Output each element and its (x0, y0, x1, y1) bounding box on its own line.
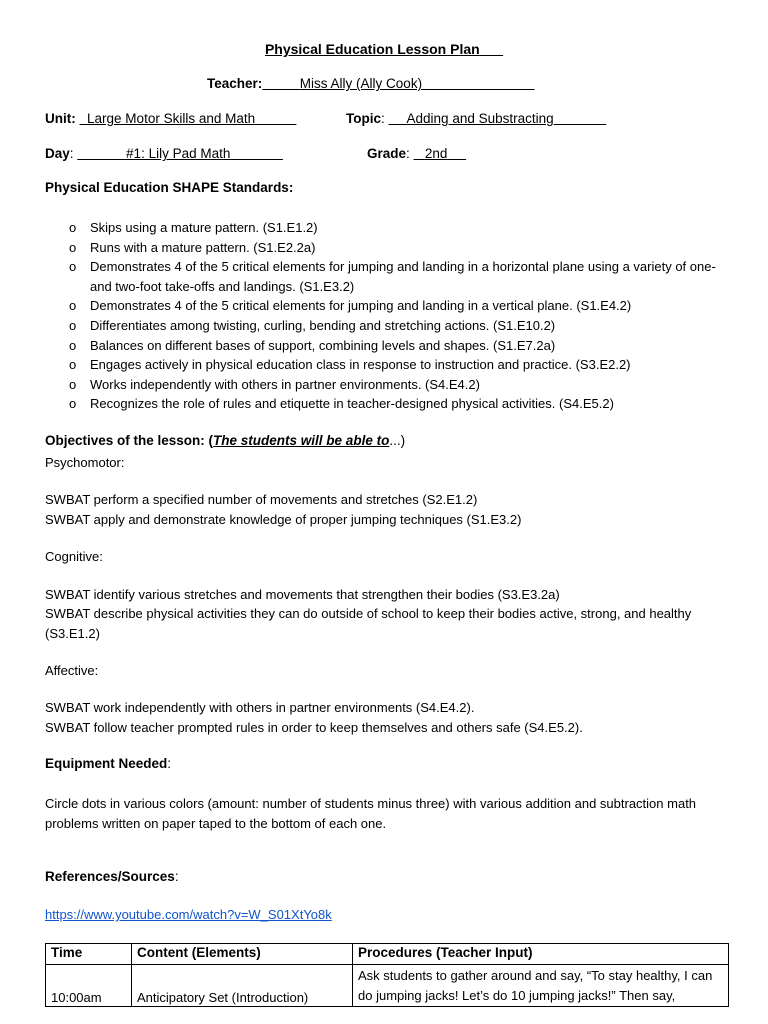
bullet-icon: o (69, 259, 77, 275)
affective-label: Affective: (45, 663, 99, 678)
unit-line: Unit: Large Motor Skills and Math (45, 111, 256, 126)
affective-objective: SWBAT follow teacher prompted rules in order to keep themselves and others safe (S4.E5.2). (45, 720, 583, 735)
topic-line: Topic: Adding and Substracting (346, 111, 554, 126)
bullet-icon: o (69, 337, 77, 353)
cell-time: 10:00am (46, 965, 132, 1007)
bullet-icon: o (69, 317, 77, 333)
references-link-line (45, 907, 332, 922)
list-item: o Runs with a mature pattern. (S1.E2.2a) (45, 238, 735, 258)
objectives-heading: Objectives of the lesson: (The students will be able to...) (45, 433, 406, 448)
cognitive-objective: SWBAT identify various stretches and movements that strengthen their bodies (S3.E3.2a) (45, 587, 560, 602)
teacher-label: Teacher: (207, 76, 263, 91)
bullet-icon: o (69, 376, 77, 392)
list-item: o Demonstrates 4 of the 5 critical elements for jumping and landing in a horizontal plane using a variety of one- and two-foot take-offs and landings. (S1.E3.2) (69, 259, 716, 294)
day-value: #1: Lily Pad Math (126, 146, 231, 161)
cell-procedure: Ask students to gather around and say, “To stay healthy, I can do jumping jacks! Let’s do 10 jumping jacks!” Then say, (353, 965, 729, 1007)
title-underline: ___ (479, 41, 504, 57)
teacher-line (207, 76, 535, 91)
list-item: o Works independently with others in partner environments. (S4.E4.2) (45, 375, 735, 395)
day-line: Day: #1: Lily Pad Math (45, 146, 231, 161)
bullet-icon: o (69, 239, 77, 255)
header-time: Time (46, 944, 132, 965)
teacher-value: Miss Ally (Ally Cook) (299, 76, 423, 91)
header-content: Content (Elements) (132, 944, 353, 965)
header-procedures: Procedures (Teacher Input) (353, 944, 729, 965)
cognitive-objective: SWBAT describe physical activities they can do outside of school to keep their bodies active, strong, and healthy (S3.E1.2) (45, 606, 692, 641)
lesson-plan-title: Physical Education Lesson Plan (264, 41, 480, 57)
list-item: o Balances on different bases of support, combining levels and shapes. (S1.E7.2a) (45, 336, 735, 356)
topic-label: Topic (346, 111, 381, 126)
list-item: o Differentiates among twisting, curling, bending and stretching actions. (S1.E10.2) (45, 316, 735, 336)
equipment-text: Circle dots in various colors (amount: number of students minus three) with various addition and subtraction math problems written on paper taped to the bottom of each one. (45, 796, 697, 831)
list-item: o Skips using a mature pattern. (S1.E1.2) (45, 218, 735, 238)
unit-label: Unit (45, 111, 72, 126)
topic-value: Adding and Substracting (406, 111, 554, 126)
list-item: o Recognizes the role of rules and etiquette in teacher-designed physical activities. (S4.E5.2) (45, 394, 735, 414)
bullet-icon: o (69, 298, 77, 314)
table-header-row (46, 944, 729, 965)
reference-link[interactable]: https://www.youtube.com/watch?v=W_S01XtYo8k (45, 907, 332, 922)
unit-value: Large Motor Skills and Math (87, 111, 256, 126)
list-item: o Demonstrates 4 of the 5 critical elements for jumping and landing in a vertical plane. (S1.E4.2) (45, 296, 735, 316)
procedures-table (45, 943, 729, 1007)
standards-heading: Physical Education SHAPE Standards: (45, 180, 294, 195)
grade-label: Grade (367, 146, 407, 161)
grade-value: 2nd (424, 146, 448, 161)
list-item: o Engages actively in physical education class in response to instruction and practice. (S3.E2.2) (45, 355, 735, 375)
grade-line: Grade: 2nd (367, 146, 448, 161)
affective-objective: SWBAT work independently with others in partner environments (S4.E4.2). (45, 700, 475, 715)
objectives-emphasis: The students will be able to (213, 433, 390, 448)
page-title (0, 41, 768, 57)
psychomotor-label: Psychomotor: (45, 455, 125, 470)
bullet-icon: o (69, 220, 77, 235)
table-row (46, 965, 729, 1007)
psychomotor-objective: SWBAT perform a specified number of movements and stretches (S2.E1.2) (45, 492, 478, 507)
cell-content: Anticipatory Set (Introduction) (132, 965, 353, 1007)
bullet-icon: o (69, 357, 77, 373)
psychomotor-objective: SWBAT apply and demonstrate knowledge of proper jumping techniques (S1.E3.2) (45, 512, 522, 527)
equipment-heading: Equipment Needed: (45, 756, 172, 771)
cognitive-label: Cognitive: (45, 549, 103, 564)
standards-list (45, 218, 735, 414)
day-label: Day (45, 146, 70, 161)
references-heading: References/Sources: (45, 869, 179, 884)
bullet-icon: o (69, 396, 77, 412)
